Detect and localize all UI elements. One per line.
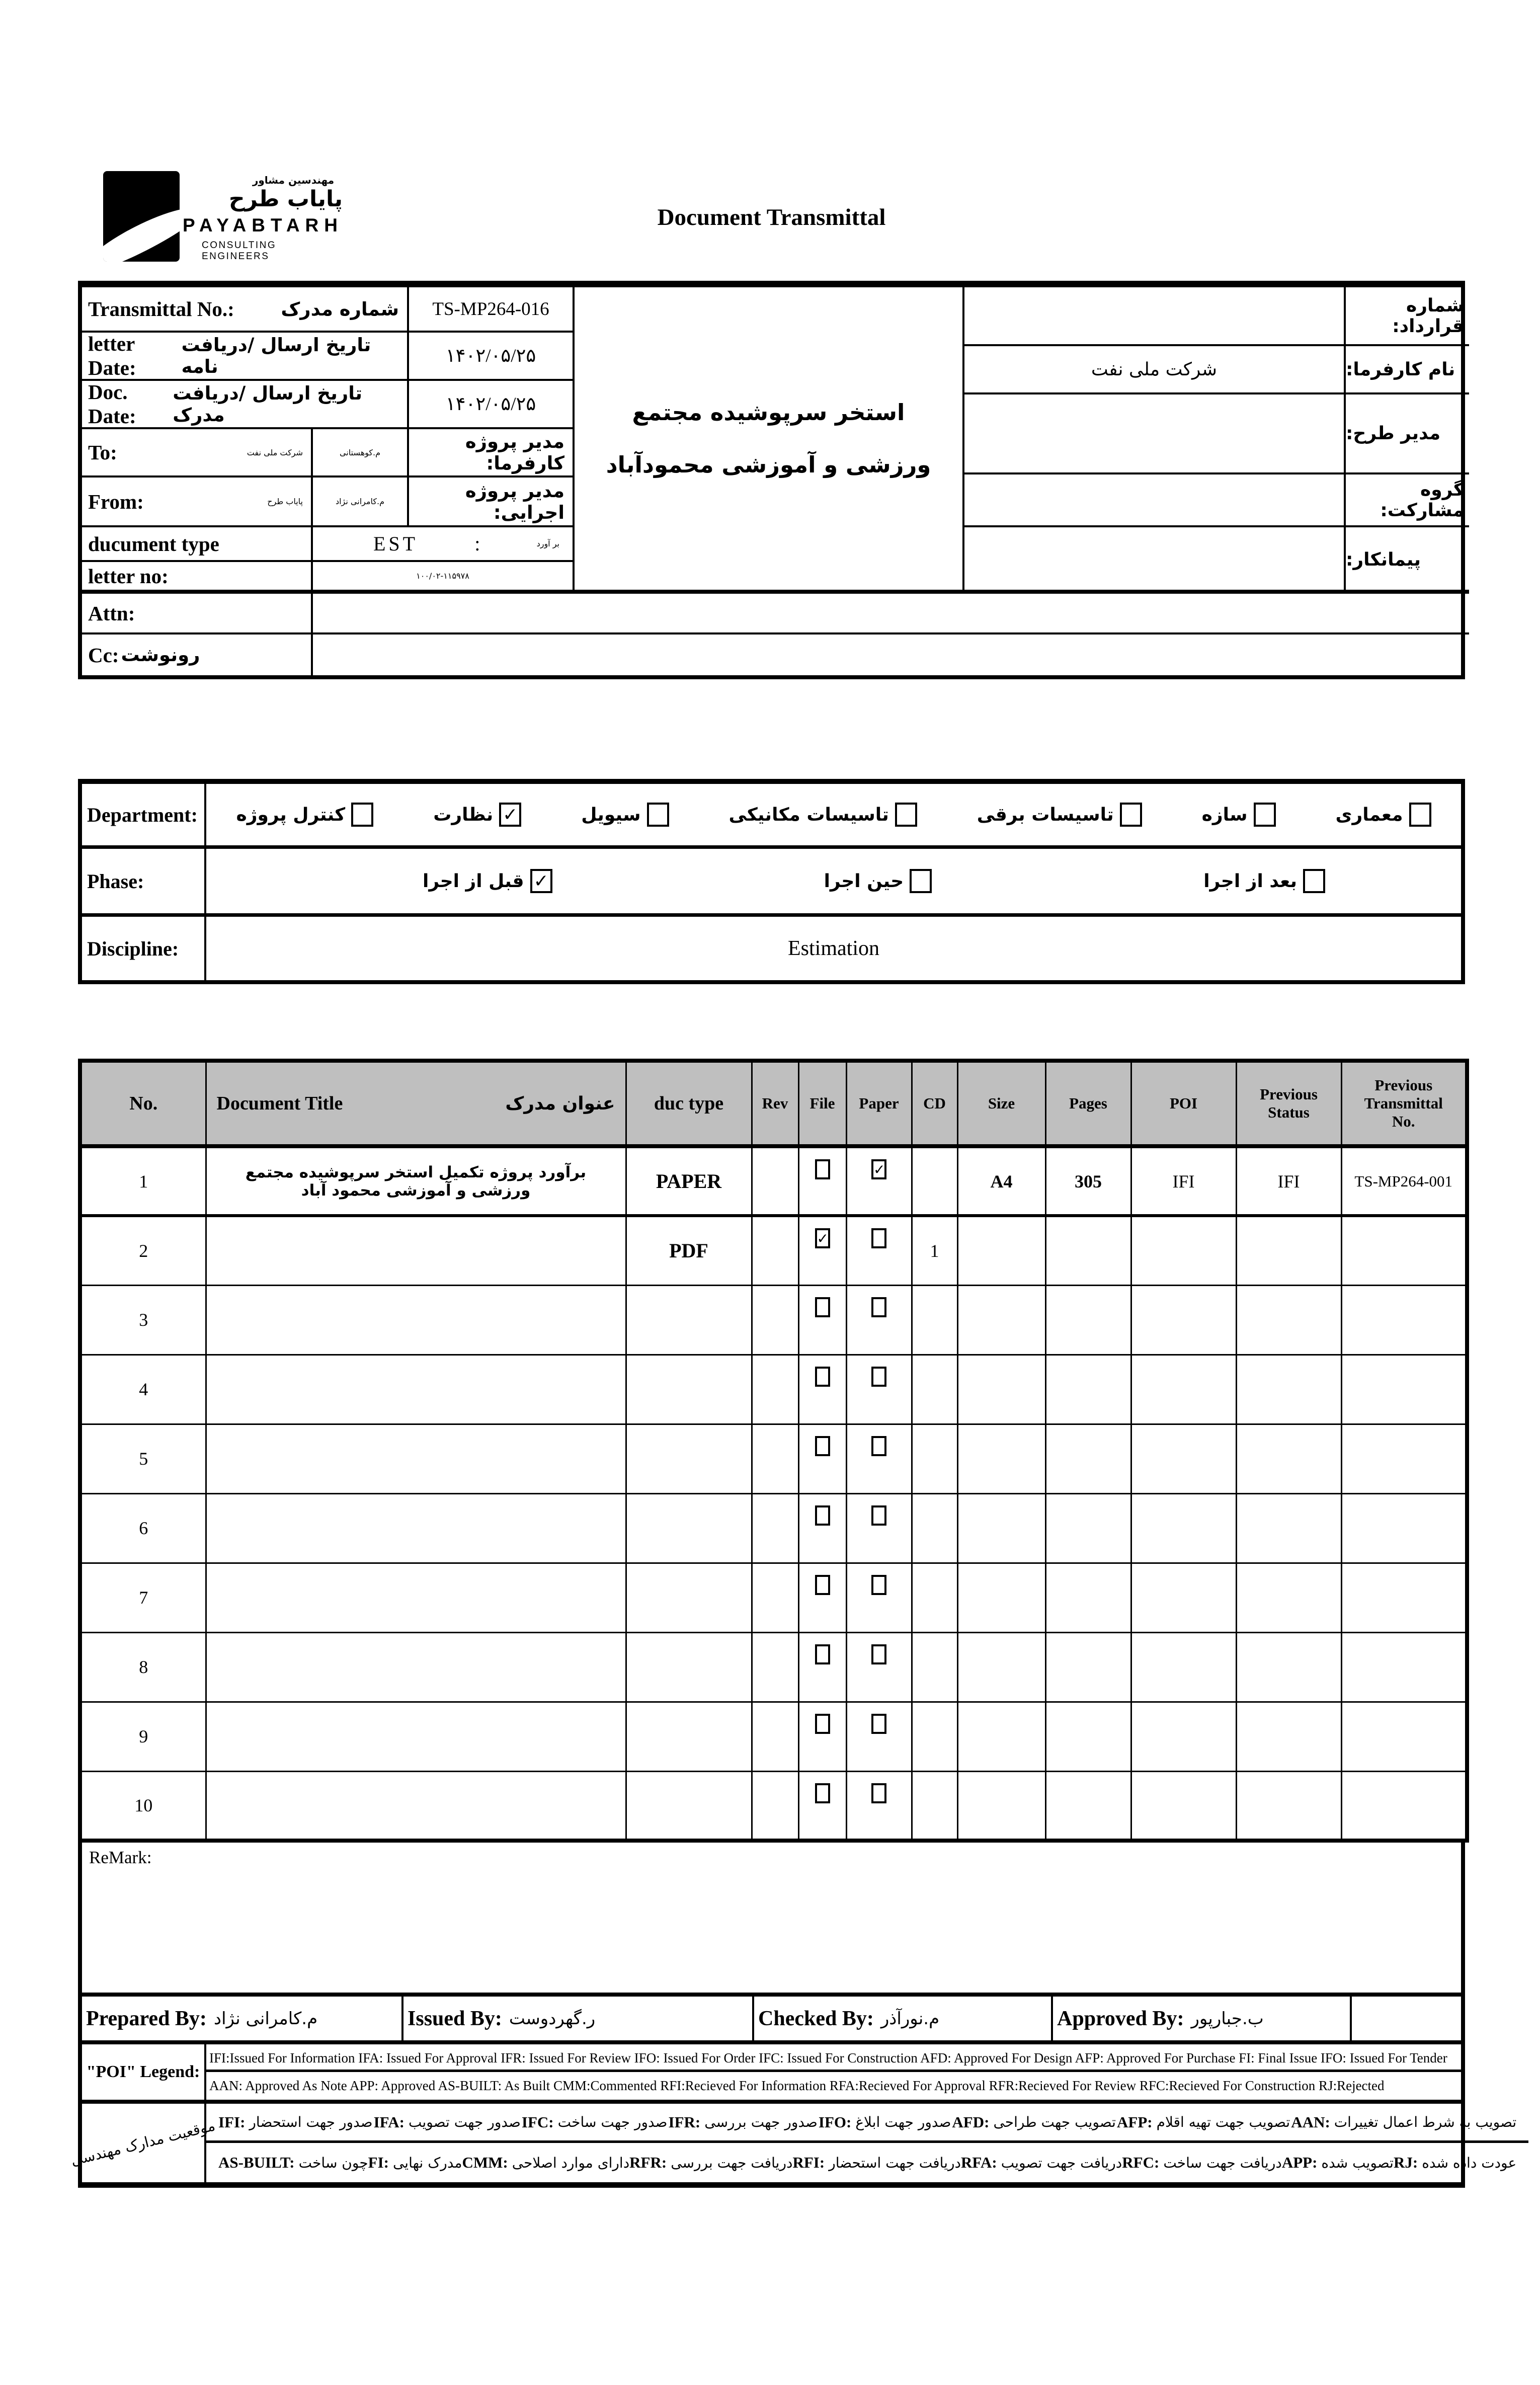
file-checkbox[interactable]	[815, 1436, 830, 1456]
cc-label: Cc: رونوشت	[82, 634, 313, 675]
department-option-mechanical: تاسیسات مکانیکی	[729, 803, 917, 827]
file-checkbox[interactable]	[815, 1505, 830, 1526]
department-option-structure: سازه	[1202, 803, 1276, 827]
legend-item-afd: AFD: تصویب جهت طراحی	[952, 2113, 1116, 2131]
document-type-label: ducument type	[82, 527, 313, 562]
legend-item-ifi: IFI: صدور جهت استحضار	[218, 2113, 373, 2131]
phase-label: Phase:	[82, 849, 206, 917]
poi-legend	[78, 2044, 1465, 2104]
to-cell: To: شرکت ملی نفت	[82, 429, 313, 478]
col-prev-status: Previous Status	[1236, 1061, 1341, 1146]
project-title: استخر سرپوشیده مجتمع ورزشی و آموزشی محمودآباد	[606, 399, 931, 478]
contract-info-box	[964, 287, 1469, 594]
paper-checkbox[interactable]	[871, 1505, 886, 1526]
jv-group-label: گروه مشارکت:	[1346, 474, 1469, 527]
department-option-architecture: معماری	[1336, 803, 1431, 827]
project-title-box	[575, 287, 964, 594]
issued-by-cell: Issued By: ر.گهردوست	[403, 1997, 754, 2040]
approved-by-cell: Approved By: ب.جبارپور	[1053, 1997, 1352, 2040]
department-label: Department:	[82, 784, 206, 849]
legend-item-ifo: IFO: صدور جهت ابلاغ	[818, 2113, 951, 2131]
poi-legend-line2: AAN: Approved As Note APP: Approved AS-BUILT: As Built CMM:Commented RFI:Recieved For Information RFA:Recieved For Approval RFR:Recieved For Review RFC:Recieved For Construction RJ:Rejected	[209, 2078, 1385, 2093]
col-poi: POI	[1131, 1061, 1236, 1146]
doc-date-label: Doc. Date: تاریخ ارسال /دریافت مدرک	[82, 381, 409, 429]
prepared-by-cell: Prepared By: م.کامرانی نژاد	[82, 1997, 403, 2040]
department-option-electrical: تاسیسات برقی	[977, 803, 1142, 827]
phase-option-before-execution: قبل از اجرا ✓	[423, 869, 552, 893]
legend-item-rfi: RFI: دریافت جهت استحضار	[792, 2154, 961, 2171]
checked-by-name: م.نورآذر	[880, 2008, 940, 2029]
cc-value-field[interactable]	[313, 634, 1469, 675]
remark-box[interactable]	[78, 1843, 1465, 1997]
legend-item-rfc: RFC: دریافت جهت ساخت	[1122, 2154, 1282, 2171]
col-title: Document Title عنوان مدرک	[206, 1061, 626, 1146]
approved-by-name: ب.جبارپور	[1191, 2008, 1264, 2029]
contract-no-value	[964, 287, 1346, 346]
checkbox-supervision[interactable]: ✓	[499, 803, 521, 827]
file-checkbox[interactable]	[815, 1644, 830, 1664]
letter-date-value: ۱۴۰۲/۰۵/۲۵	[409, 333, 575, 381]
col-pages: Pages	[1045, 1061, 1131, 1146]
paper-checkbox[interactable]	[871, 1783, 886, 1803]
issued-by-name: ر.گهردوست	[509, 2008, 596, 2029]
paper-checkbox[interactable]	[871, 1575, 886, 1595]
checked-by-cell: Checked By: م.نورآذر	[754, 1997, 1053, 2040]
paper-checkbox[interactable]	[871, 1644, 886, 1664]
paper-checkbox[interactable]	[871, 1297, 886, 1317]
paper-checkbox[interactable]	[871, 1228, 886, 1248]
plan-manager-label: مدیر طرح:	[1346, 394, 1469, 474]
checkbox-architecture[interactable]	[1409, 803, 1431, 827]
table-row: 5	[80, 1424, 1467, 1493]
legend-item-cmm: CMM: دارای موارد اصلاحی	[462, 2154, 630, 2171]
department-option-civil: سیویل	[581, 803, 669, 827]
logo-fa-name: پایاب طرح	[228, 186, 343, 212]
client-name-value: شرکت ملی نفت	[964, 346, 1346, 394]
letter-date-label: letter Date: تاریخ ارسال /دریافت نامه	[82, 333, 409, 381]
table-row: 10	[80, 1771, 1467, 1841]
to-person: م.کوهستانی	[313, 429, 409, 478]
legend-item-rfr: RFR: دریافت جهت بررسی	[629, 2154, 793, 2171]
legend-item-rfa: RFA: دریافت جهت تصویب	[961, 2154, 1122, 2171]
legend-item-afp: AFP: تصویب جهت تهیه اقلام	[1117, 2113, 1290, 2131]
legend-item-ifr: IFR: صدور جهت بررسی	[668, 2113, 818, 2131]
checkbox-structure[interactable]	[1254, 803, 1276, 827]
table-row: 2 PDF ✓ 1	[80, 1216, 1467, 1285]
header-table	[78, 281, 1465, 679]
col-rev: Rev	[752, 1061, 798, 1146]
file-checkbox[interactable]	[815, 1714, 830, 1734]
paper-checkbox[interactable]	[871, 1714, 886, 1734]
checkbox-before-execution[interactable]: ✓	[530, 869, 552, 893]
file-checkbox[interactable]	[815, 1297, 830, 1317]
page-header	[0, 0, 1540, 281]
legend-item-fi: FI: مدرک نهایی	[368, 2154, 462, 2171]
col-cd: CD	[912, 1061, 957, 1146]
from-cell: From: پایاب طرح	[82, 478, 313, 527]
checkbox-project-control[interactable]	[351, 803, 373, 827]
signature-empty-cell	[1352, 1997, 1461, 2040]
logo-brand-name: PAYABTARH	[183, 215, 343, 235]
col-file: File	[798, 1061, 846, 1146]
documents-table-header-row	[80, 1061, 1467, 1146]
file-checkbox[interactable]	[815, 1575, 830, 1595]
fa-legend-rows	[206, 2104, 1528, 2182]
col-size: Size	[957, 1061, 1045, 1146]
document-type-value: EST : بر آورد	[313, 527, 575, 562]
legend-item-aan: AAN: تصویب به شرط اعمال تغییرات	[1291, 2113, 1517, 2131]
contract-no-label: شماره قرارداد:	[1346, 287, 1469, 346]
paper-checkbox[interactable]: ✓	[871, 1159, 886, 1179]
department-options	[206, 784, 1461, 849]
logo-subtitle: CONSULTING ENGINEERS	[202, 240, 277, 262]
checkbox-civil[interactable]	[647, 803, 669, 827]
col-no: No.	[80, 1061, 206, 1146]
table-row: 4	[80, 1355, 1467, 1424]
file-checkbox[interactable]: ✓	[815, 1228, 830, 1248]
letter-no-value: ۱۰۰/۰۲-۱۱۵۹۷۸	[313, 562, 575, 594]
discipline-label: Discipline:	[82, 917, 206, 980]
file-checkbox[interactable]	[815, 1367, 830, 1387]
legend-item-asbuilt: AS-BUILT: چون ساخت	[218, 2154, 368, 2171]
attn-label: Attn:	[82, 594, 313, 634]
table-row: 7	[80, 1563, 1467, 1632]
checkbox-mechanical[interactable]	[895, 803, 917, 827]
client-name-label: نام کارفرما:	[1346, 346, 1469, 394]
department-option-supervision: نظارت ✓	[433, 803, 521, 827]
legend-item-rj: RJ: عودت داده شده	[1393, 2154, 1517, 2171]
paper-checkbox[interactable]	[871, 1367, 886, 1387]
page-title: Document Transmittal	[657, 204, 886, 230]
legend-item-app: APP: تصویب شده	[1281, 2154, 1394, 2171]
fa-legend-label: موقعیت مدارک مهندسی	[82, 2104, 206, 2182]
poi-legend-line1: IFI:Issued For Information IFA: Issued For Approval IFR: Issued For Review IFO: Issued For Order IFC: Issued For Construction AFD: Approved For Design AFP: Approved For Purchase FI: Final Issue IFO: Issued For Tender	[206, 2044, 1461, 2072]
discipline-value: Estimation	[788, 937, 879, 960]
classification-table	[78, 779, 1465, 984]
signatures-row	[78, 1997, 1465, 2044]
fa-status-legend	[69, 2104, 1517, 2188]
remark-label: ReMark:	[89, 1848, 152, 1867]
checkbox-after-execution[interactable]	[1303, 869, 1325, 893]
poi-legend-lines	[206, 2044, 1461, 2100]
col-prev-transmittal: Previous Transmittal No.	[1341, 1061, 1467, 1146]
phase-options	[206, 849, 1461, 917]
poi-legend-label: "POI" Legend:	[82, 2044, 206, 2100]
phase-option-after-execution: بعد از اجرا	[1203, 869, 1325, 893]
department-option-project-control: کنترل پروژه	[236, 803, 373, 827]
from-person: م.کامرانی نژاد	[313, 478, 409, 527]
paper-checkbox[interactable]	[871, 1436, 886, 1456]
contractor-value	[964, 527, 1346, 592]
client-pm-label: مدیر پروژه کارفرما:	[409, 429, 575, 478]
fa-legend-row2	[206, 2143, 1528, 2182]
table-row: 6	[80, 1493, 1467, 1563]
col-duc-type: duc type	[626, 1061, 752, 1146]
file-checkbox[interactable]	[815, 1783, 830, 1803]
transmittal-no-value: TS-MP264-016	[409, 287, 575, 333]
table-row: 3	[80, 1285, 1467, 1355]
table-row: 8	[80, 1632, 1467, 1702]
documents-table	[78, 1059, 1469, 1843]
discipline-value-cell	[206, 917, 1461, 980]
transmittal-no-label: Transmittal No.: شماره مدرک	[82, 287, 409, 333]
doc-date-value: ۱۴۰۲/۰۵/۲۵	[409, 381, 575, 429]
file-checkbox[interactable]	[815, 1159, 830, 1179]
prepared-by-name: م.کامرانی نژاد	[213, 2008, 318, 2029]
legend-item-ifc: IFC: صدور جهت ساخت	[521, 2113, 668, 2131]
col-paper: Paper	[846, 1061, 912, 1146]
contractor-label: پیمانکار:	[1346, 549, 1421, 570]
checkbox-electrical[interactable]	[1120, 803, 1142, 827]
attn-value-field[interactable]	[313, 594, 1469, 634]
logo-fa-tagline: مهندسین مشاور	[252, 174, 335, 186]
checkbox-during-execution[interactable]	[910, 869, 932, 893]
table-row: 9	[80, 1702, 1467, 1771]
exec-pm-label: مدیر پروژه اجرایی:	[409, 478, 575, 527]
plan-manager-value	[964, 394, 1346, 474]
letter-no-label: letter no:	[82, 562, 313, 594]
table-row: 1 برآورد پروژه تکمیل استخر سرپوشیده مجتمع ورزشی و آموزشی محمود آباد PAPER ✓ A4 305 IFI IFI TS-MP264-001	[80, 1146, 1467, 1216]
legend-item-ifa: IFA: صدور جهت تصویب	[373, 2113, 521, 2131]
jv-group-value	[964, 474, 1346, 527]
fa-legend-row1	[206, 2104, 1528, 2143]
phase-option-during-execution: حین اجرا	[824, 869, 932, 893]
